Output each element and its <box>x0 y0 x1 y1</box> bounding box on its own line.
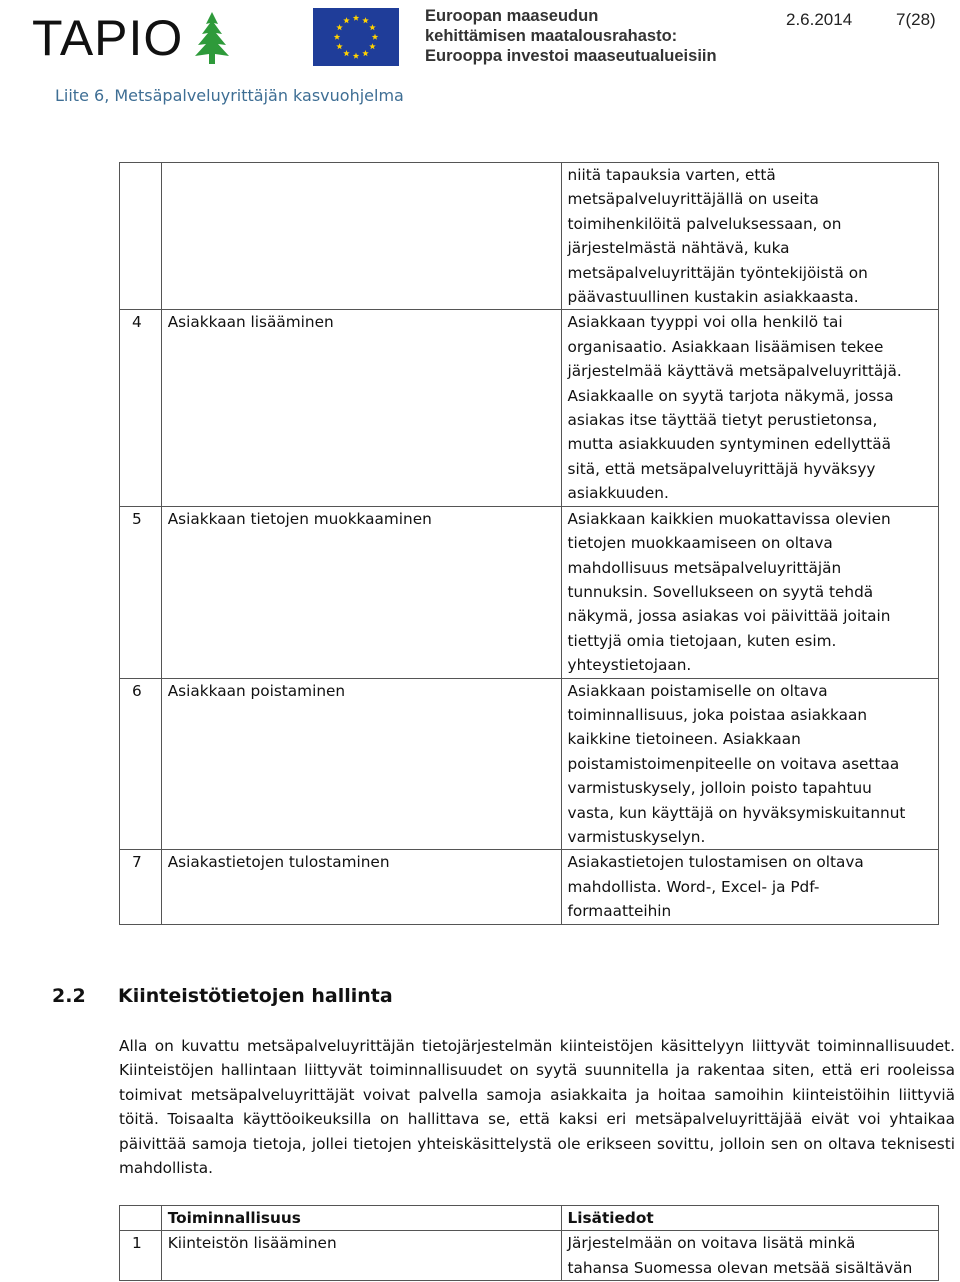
tapio-logo-text: TAPIO <box>32 10 184 66</box>
header-details: Lisätiedot <box>561 1206 938 1231</box>
table-row <box>120 1231 939 1281</box>
row-number <box>120 163 162 310</box>
section-title: Kiinteistötietojen hallinta <box>118 985 393 1007</box>
table-row <box>120 163 939 310</box>
functionality-details: Asiakkaan poistamiselle on oltava toiminnallisuus, joka poistaa asiakkaan kaikkine tietoineen. Asiakkaan poistamistoimenpiteelle on voitava asettaa varmistuskysely, jolloin poisto tapahtuu vasta, kun käyttäjä on hyväksymiskuitannut varmistuskyselyn. <box>561 678 938 850</box>
functionality-table-properties <box>119 1205 939 1281</box>
table-row <box>120 506 939 678</box>
tree-icon <box>189 10 235 66</box>
row-number: 5 <box>120 506 162 678</box>
section-heading <box>52 985 393 1007</box>
table-row <box>120 678 939 850</box>
document-subtitle: Liite 6, Metsäpalveluyrittäjän kasvuohjelma <box>55 86 404 105</box>
tapio-logo <box>32 8 235 68</box>
row-number: 6 <box>120 678 162 850</box>
header-functionality: Toiminnallisuus <box>161 1206 561 1231</box>
functionality-table-customers <box>119 162 939 925</box>
functionality-name <box>161 163 561 310</box>
row-number: 4 <box>120 310 162 506</box>
table-row <box>120 850 939 924</box>
functionality-name: Asiakkaan poistaminen <box>161 678 561 850</box>
functionality-name: Asiakastietojen tulostaminen <box>161 850 561 924</box>
functionality-name: Kiinteistön lisääminen <box>161 1231 561 1281</box>
eu-fund-line-3: Eurooppa investoi maaseutualueisiin <box>425 47 717 65</box>
row-number: 1 <box>120 1231 162 1281</box>
functionality-details: Asiakastietojen tulostamisen on oltava mahdollista. Word-, Excel- ja Pdf- formaatteihin <box>561 850 938 924</box>
header-number <box>120 1206 162 1231</box>
functionality-details: Järjestelmään on voitava lisätä minkä tahansa Suomessa olevan metsää sisältävän <box>561 1231 938 1281</box>
functionality-details: Asiakkaan kaikkien muokattavissa olevien tietojen muokkaamiseen on oltava mahdollisuus metsäpalveluyrittäjän tunnuksin. Sovellukseen on syytä tehdä näkymä, jossa asiakas voi päivittää joitain tiettyjä omia tietojaan, kuten esim. yhteystietojaan. <box>561 506 938 678</box>
functionality-name: Asiakkaan lisääminen <box>161 310 561 506</box>
functionality-details: Asiakkaan tyyppi voi olla henkilö tai organisaatio. Asiakkaan lisäämisen tekee järjestelmää käyttävä metsäpalveluyrittäjä. Asiakkaalle on syytä tarjota näkymä, jossa asiakas itse täyttää tietyt perustietonsa, mutta asiakkuuden syntyminen edellyttää sitä, että metsäpalveluyrittäjä hyväksyy asiakkuuden. <box>561 310 938 506</box>
table-row <box>120 310 939 506</box>
functionality-details: niitä tapauksia varten, että metsäpalveluyrittäjällä on useita toimihenkilöitä palveluksessaan, on järjestelmästä nähtävä, kuka metsäpalveluyrittäjän työntekijöistä on päävastuullinen kustakin asiakkaasta. <box>561 163 938 310</box>
page-header <box>0 0 960 80</box>
table-header-row <box>120 1206 939 1231</box>
section-number: 2.2 <box>52 985 86 1007</box>
eu-fund-line-1: Euroopan maaseudun <box>425 7 599 25</box>
functionality-name: Asiakkaan tietojen muokkaaminen <box>161 506 561 678</box>
eu-flag-icon <box>313 8 399 66</box>
section-paragraph: Alla on kuvattu metsäpalveluyrittäjän tietojärjestelmän kiinteistöjen käsittelyyn liittyvät toiminnallisuudet. Kiinteistöjen hallintaan liittyvät toiminnallisuudet on syytä suunnitella ja rakentaa siten, että eri rooleissa toimivat metsäpalveluyrittäjät voivat palvella samoja asiakkaita ja hoitaa samoihin kiinteistöihin liittyviä töitä. Toisaalta käyttöoikeuksilla on hallittava se, että kaksi eri metsäpalveluyrittäjää eivät voi yhtaikaa päivittää samoja tietoja, jollei tietojen yhteiskäsittelystä ole erikseen sovittu, jolloin sen on oltava teknisesti mahdollista. <box>119 1037 955 1178</box>
row-number: 7 <box>120 850 162 924</box>
page-number: 7(28) <box>896 10 936 29</box>
eu-fund-line-2: kehittämisen maatalousrahasto: <box>425 27 678 45</box>
document-date: 2.6.2014 <box>786 10 853 29</box>
eu-fund-text <box>425 6 717 66</box>
